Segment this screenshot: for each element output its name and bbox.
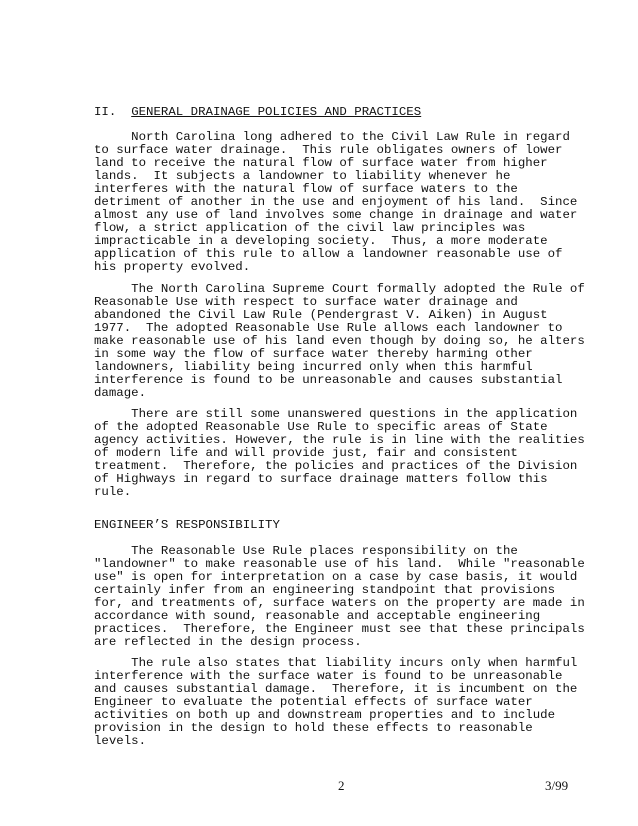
text-line: rule. — [94, 485, 132, 499]
text-line: almost any use of land involves some change in drainage and water — [94, 208, 578, 222]
text-line: land to receive the natural flow of surface water from higher — [94, 156, 548, 170]
text-line: to surface water drainage. This rule obligates owners of lower — [94, 143, 563, 157]
text-line: of the adopted Reasonable Use Rule to specific areas of State — [94, 420, 548, 434]
text-line: provision in the design to hold these effects to reasonable — [94, 721, 533, 735]
text-line: make reasonable use of his land even though by doing so, he alters — [94, 334, 585, 348]
text-line: of modern life and will provide just, fair and consistent — [94, 446, 518, 460]
section-title: GENERAL DRAINAGE POLICIES AND PRACTICES — [131, 105, 422, 119]
text-line: activities on both up and downstream properties and to include — [94, 708, 556, 722]
text-line: The North Carolina Supreme Court formally adopted the Rule of — [94, 282, 585, 296]
paragraph-civil-law-rule — [94, 131, 594, 274]
paragraph-liability — [94, 657, 594, 748]
text-line: There are still some unanswered questions in the application — [94, 407, 578, 421]
revision-date: 3/99 — [545, 778, 569, 793]
text-line: certainly infer from an engineering standpoint that provisions — [94, 583, 556, 597]
text-line: accordance with sound, reasonable and acceptable engineering — [94, 609, 541, 623]
text-line: in some way the flow of surface water thereby harming other — [94, 347, 533, 361]
text-line: The Reasonable Use Rule places responsibility on the — [94, 544, 518, 558]
page-number: 2 — [338, 778, 345, 793]
text-line: damage. — [94, 386, 147, 400]
text-line: application of this rule to allow a landowner reasonable use of — [94, 247, 563, 261]
text-line: interference with the surface water is found to be unreasonable — [94, 669, 563, 683]
text-line: and causes substantial damage. Therefore, it is incumbent on the — [94, 682, 578, 696]
text-line: levels. — [94, 734, 147, 748]
text-line: 1977. The adopted Reasonable Use Rule allows each landowner to — [94, 321, 563, 335]
subheading-text: ENGINEER’S RESPONSIBILITY — [94, 518, 280, 532]
text-line: landowners, liability being incurred only when this harmful — [94, 360, 533, 374]
text-line: agency activities. However, the rule is in line with the realities — [94, 433, 585, 447]
text-line: use" is open for interpretation on a case by case basis, it would — [94, 570, 578, 584]
text-line: lands. It subjects a landowner to liability whenever he — [94, 169, 511, 183]
text-line: Reasonable Use with respect to surface water drainage and — [94, 295, 518, 309]
text-line: his property evolved. — [94, 260, 251, 274]
text-line: of Highways in regard to surface drainage matters follow this — [94, 472, 548, 486]
text-line: "landowner" to make reasonable use of his land. While "reasonable — [94, 557, 585, 571]
text-line: abandoned the Civil Law Rule (Pendergrast V. Aiken) in August — [94, 308, 548, 322]
text-line: for, and treatments of, surface waters on the property are made in — [94, 596, 585, 610]
paragraph-unanswered-questions — [94, 408, 594, 499]
text-line: interference is found to be unreasonable and causes substantial — [94, 373, 563, 387]
subheading-engineers-responsibility — [94, 519, 594, 532]
text-line: practices. Therefore, the Engineer must see that these principals — [94, 622, 585, 636]
text-line: interferes with the natural flow of surface waters to the — [94, 182, 518, 196]
text-line: detriment of another in the use and enjoyment of his land. Since — [94, 195, 578, 209]
text-line: North Carolina long adhered to the Civil Law Rule in regard — [94, 130, 570, 144]
paragraph-supreme-court — [94, 283, 594, 400]
paragraph-reasonable-use — [94, 545, 594, 649]
text-line: impracticable in a developing society. Thus, a more moderate — [94, 234, 548, 248]
text-line: flow, a strict application of the civil law principles was — [94, 221, 526, 235]
text-line: Engineer to evaluate the potential effects of surface water — [94, 695, 533, 709]
text-line: The rule also states that liability incurs only when harmful — [94, 656, 578, 670]
section-heading — [94, 106, 421, 119]
text-line: are reflected in the design process. — [94, 635, 362, 649]
section-number: II. — [94, 105, 117, 119]
text-line: treatment. Therefore, the policies and practices of the Division — [94, 459, 578, 473]
